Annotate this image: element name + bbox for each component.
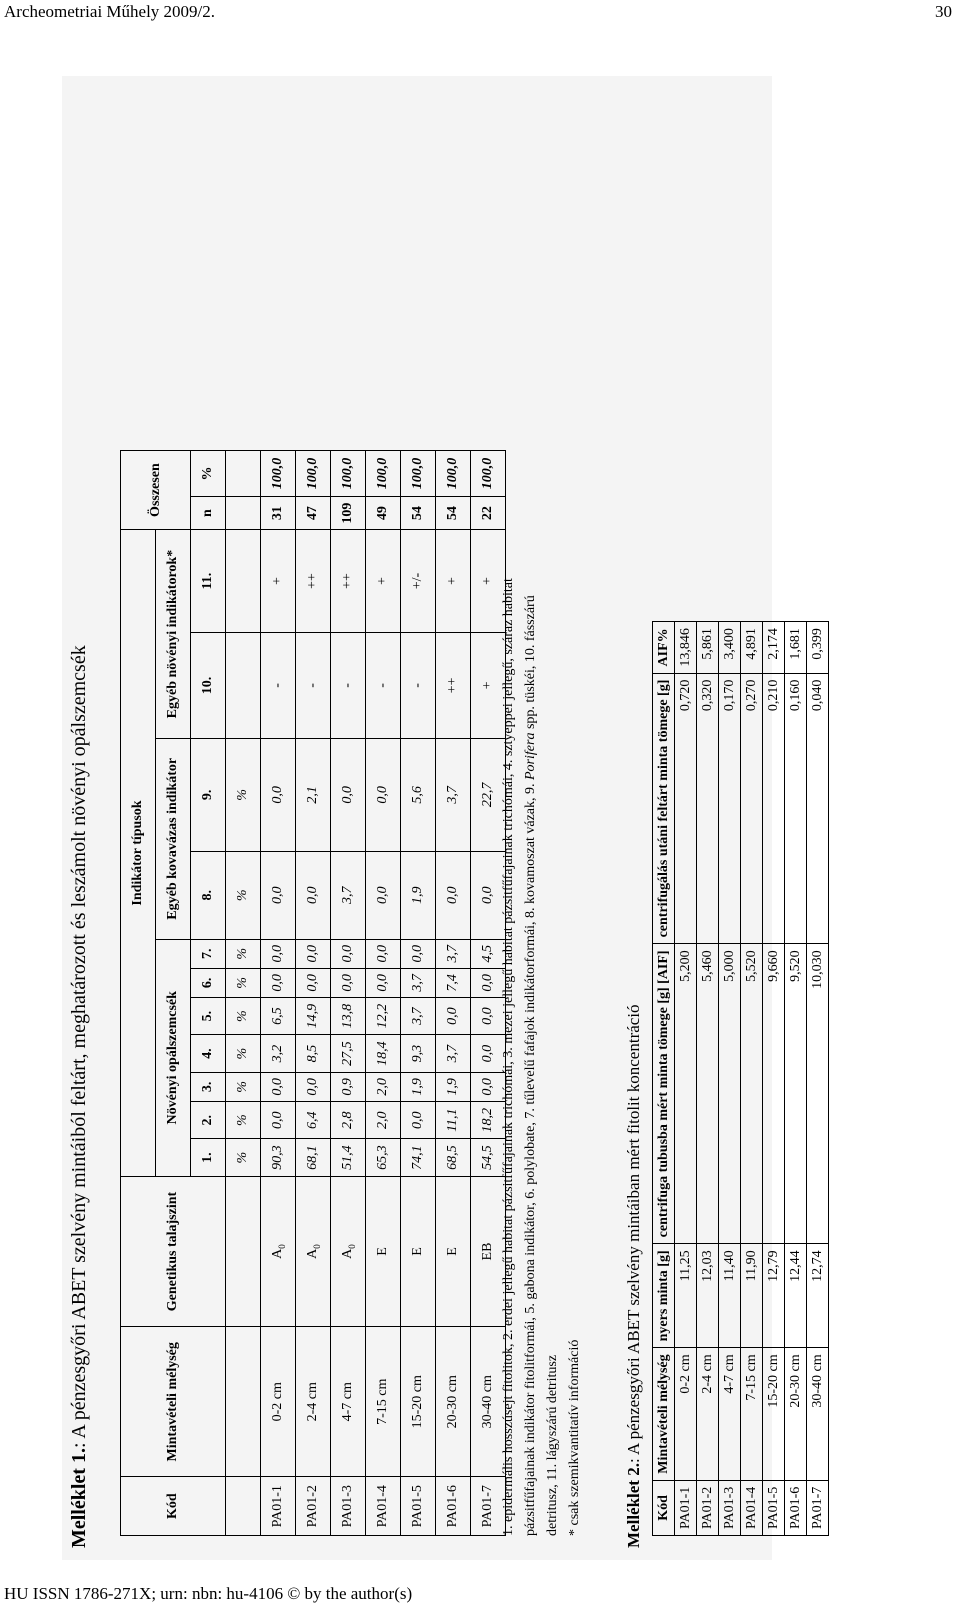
t2-cell-5: 1,681	[785, 622, 807, 674]
table-row	[807, 622, 829, 1536]
table2-title-label: Melléklet 2.	[624, 1463, 643, 1548]
soil-sub: 0	[346, 1244, 357, 1249]
table-row	[296, 451, 331, 1536]
table-row	[401, 451, 436, 1536]
cell-value-5: 12,2	[366, 997, 401, 1034]
cell-value-3: 0,0	[471, 1072, 506, 1101]
t2-cell-3: 5,000	[719, 944, 741, 1244]
soil-main: EB	[480, 1242, 495, 1261]
cell-value-4: 18,4	[366, 1035, 401, 1072]
soil-main: E	[410, 1247, 425, 1256]
cell-value-4: 3,7	[436, 1035, 471, 1072]
t2-header-5: AIF%	[653, 622, 675, 674]
cell-value-9: 5,6	[401, 738, 436, 851]
unit-pct-8: %	[226, 851, 261, 939]
cell-value-7: 0,0	[261, 939, 296, 968]
cell-value-6: 0,0	[331, 968, 366, 997]
t2-cell-1: 7-15 cm	[741, 1348, 763, 1480]
table-row	[331, 451, 366, 1536]
cell-value-1: 90,3	[261, 1139, 296, 1176]
cell-total: 100,0	[296, 451, 331, 497]
t2-cell-2: 12,44	[785, 1244, 807, 1348]
cell-value-5: 13,8	[331, 997, 366, 1034]
th-total-pct: %	[191, 451, 226, 497]
cell-total: 100,0	[471, 451, 506, 497]
cell-c10: -	[261, 632, 296, 738]
t2-cell-2: 11,40	[719, 1244, 741, 1348]
unit-spacer-10	[226, 632, 261, 738]
cell-n: 22	[471, 496, 506, 529]
soil-sub: 0	[311, 1244, 322, 1249]
cell-c11: +	[261, 530, 296, 633]
cell-depth: 0-2 cm	[261, 1327, 296, 1477]
th-n: n	[191, 496, 226, 529]
unit-spacer-soil	[226, 1176, 261, 1326]
cell-soil	[366, 1176, 401, 1326]
t2-cell-5: 4,891	[741, 622, 763, 674]
cell-value-6: 0,0	[261, 968, 296, 997]
table-row	[436, 451, 471, 1536]
t2-cell-3: 5,460	[697, 944, 719, 1244]
table-row	[785, 622, 807, 1536]
table-row	[763, 622, 785, 1536]
t2-cell-5: 0,399	[807, 622, 829, 674]
t2-cell-1: 30-40 cm	[807, 1348, 829, 1480]
th-col-8: 8.	[191, 851, 226, 939]
unit-pct-3: %	[226, 1072, 261, 1101]
cell-value-4: 3,2	[261, 1035, 296, 1072]
cell-c10: -	[366, 632, 401, 738]
th-depth: Mintavételi mélység	[121, 1327, 226, 1477]
th-group-kovavazas: Egyéb kovavázas indikátor	[156, 738, 191, 939]
cell-value-7: 0,0	[366, 939, 401, 968]
cell-value-1: 68,5	[436, 1139, 471, 1176]
soil-main: A	[304, 1248, 320, 1259]
th-group-egyeb-novenyi: Egyéb növényi indikátorok*	[156, 530, 191, 739]
note-line-2	[520, 436, 542, 1536]
t2-cell-2: 12,74	[807, 1244, 829, 1348]
soil-main: E	[445, 1247, 460, 1256]
cell-n: 49	[366, 496, 401, 529]
t2-cell-4: 0,210	[763, 673, 785, 944]
cell-value-5: 3,7	[401, 997, 436, 1034]
t2-cell-4: 0,720	[675, 673, 697, 944]
cell-kod: PA01-1	[261, 1477, 296, 1536]
cell-soil	[296, 1176, 331, 1326]
table2	[652, 621, 829, 1536]
t2-cell-0: PA01-3	[719, 1480, 741, 1535]
cell-c10: -	[296, 632, 331, 738]
t2-cell-3: 5,200	[675, 944, 697, 1244]
t2-header-3: centrifuga tubusba mért minta tömege [g] [AIF]	[653, 944, 675, 1244]
cell-c10: -	[401, 632, 436, 738]
cell-value-2: 2,0	[366, 1101, 401, 1138]
table-row	[366, 451, 401, 1536]
cell-value-8: 0,0	[471, 851, 506, 939]
t2-header-2: nyers minta [g]	[653, 1244, 675, 1348]
cell-value-5: 0,0	[471, 997, 506, 1034]
th-indicator-types: Indikátor típusok	[121, 530, 156, 1177]
t2-cell-0: PA01-1	[675, 1480, 697, 1535]
cell-value-6: 0,0	[471, 968, 506, 997]
cell-c11: ++	[296, 530, 331, 633]
cell-soil	[401, 1176, 436, 1326]
table1-title	[68, 645, 91, 1548]
unit-pct-9: %	[226, 738, 261, 851]
cell-depth: 30-40 cm	[471, 1327, 506, 1477]
th-total: Összesen	[121, 451, 191, 530]
cell-soil	[331, 1176, 366, 1326]
cell-value-1: 51,4	[331, 1139, 366, 1176]
soil-sub: 0	[276, 1244, 287, 1249]
cell-kod: PA01-6	[436, 1477, 471, 1536]
cell-value-6: 7,4	[436, 968, 471, 997]
cell-n: 31	[261, 496, 296, 529]
cell-value-1: 54,5	[471, 1139, 506, 1176]
cell-value-7: 4,5	[471, 939, 506, 968]
t2-cell-2: 12,03	[697, 1244, 719, 1348]
t2-cell-1: 20-30 cm	[785, 1348, 807, 1480]
cell-value-1: 74,1	[401, 1139, 436, 1176]
cell-depth: 20-30 cm	[436, 1327, 471, 1477]
cell-value-3: 1,9	[401, 1072, 436, 1101]
cell-value-5: 6,5	[261, 997, 296, 1034]
cell-value-6: 0,0	[366, 968, 401, 997]
cell-value-4: 9,3	[401, 1035, 436, 1072]
cell-kod: PA01-2	[296, 1477, 331, 1536]
t2-cell-0: PA01-7	[807, 1480, 829, 1535]
cell-value-9: 22,7	[471, 738, 506, 851]
cell-total: 100,0	[261, 451, 296, 497]
table2-title	[624, 1004, 644, 1548]
cell-value-2: 6,4	[296, 1101, 331, 1138]
cell-value-1: 68,1	[296, 1139, 331, 1176]
t2-cell-4: 0,040	[807, 673, 829, 944]
note-porifera: Porifera	[523, 732, 538, 780]
cell-c10: -	[331, 632, 366, 738]
unit-pct-1: %	[226, 1139, 261, 1176]
cell-value-9: 2,1	[296, 738, 331, 851]
cell-depth: 7-15 cm	[366, 1327, 401, 1477]
cell-value-5: 0,0	[436, 997, 471, 1034]
table-row	[719, 622, 741, 1536]
unit-pct-6: %	[226, 968, 261, 997]
cell-depth: 4-7 cm	[331, 1327, 366, 1477]
cell-total: 100,0	[436, 451, 471, 497]
table-row	[675, 622, 697, 1536]
t2-cell-5: 13,846	[675, 622, 697, 674]
table2-title-text: : A pénzesgyőri ABET szelvény mintáiban mért fitolit koncentráció	[624, 1004, 643, 1464]
t2-cell-3: 5,520	[741, 944, 763, 1244]
table1-title-text: : A pénzesgyőri ABET szelvény mintáiból feltárt, meghatározott és leszámolt növényi opálszemcsék	[68, 645, 90, 1449]
cell-n: 54	[401, 496, 436, 529]
cell-total: 100,0	[366, 451, 401, 497]
unit-pct-4: %	[226, 1035, 261, 1072]
note-line-2a: pázsitfűfajainak indikátor fitolitformái, 5. gabona indikátor, 6. polylobate, 7. tűlevelű fafajok indikátorformái, 8. kovamoszat vázak, 9.	[523, 783, 538, 1536]
unit-spacer-11	[226, 530, 261, 633]
cell-value-3: 0,9	[331, 1072, 366, 1101]
cell-c10: ++	[436, 632, 471, 738]
cell-value-2: 0,0	[261, 1101, 296, 1138]
cell-value-3: 2,0	[366, 1072, 401, 1101]
th-col-5: 5.	[191, 997, 226, 1034]
t2-cell-2: 11,90	[741, 1244, 763, 1348]
th-col-2: 2.	[191, 1101, 226, 1138]
unit-pct-2: %	[226, 1101, 261, 1138]
unit-spacer-kod	[226, 1477, 261, 1536]
cell-value-7: 3,7	[436, 939, 471, 968]
cell-depth: 15-20 cm	[401, 1327, 436, 1477]
unit-spacer-total	[226, 451, 261, 497]
soil-main: A	[339, 1248, 355, 1259]
cell-value-8: 0,0	[296, 851, 331, 939]
th-col-6: 6.	[191, 968, 226, 997]
th-col-10: 10.	[191, 632, 226, 738]
rotated-content	[62, 76, 825, 1560]
cell-total: 100,0	[331, 451, 366, 497]
t2-cell-3: 10,030	[807, 944, 829, 1244]
soil-main: A	[269, 1248, 285, 1259]
note-line-1: 1. epidermális hosszúsejt fitolitok, 2. erdei jellegű habitat pázsitfűfajainak trichómái, 3. mezei jellegű habitat pázsitfűfajainak trichómái, 4. sztyeppei jellegű, száraz habitat	[501, 578, 516, 1536]
t2-cell-1: 4-7 cm	[719, 1348, 741, 1480]
cell-c11: +	[436, 530, 471, 633]
t2-cell-0: PA01-6	[785, 1480, 807, 1535]
cell-kod: PA01-4	[366, 1477, 401, 1536]
cell-n: 47	[296, 496, 331, 529]
journal-header: Archeometriai Műhely 2009/2.	[4, 2, 216, 21]
cell-value-9: 0,0	[331, 738, 366, 851]
cell-value-7: 0,0	[296, 939, 331, 968]
cell-value-2: 0,0	[401, 1101, 436, 1138]
cell-depth: 2-4 cm	[296, 1327, 331, 1477]
t2-cell-2: 11,25	[675, 1244, 697, 1348]
cell-value-3: 0,0	[261, 1072, 296, 1101]
t2-cell-4: 0,160	[785, 673, 807, 944]
t2-cell-0: PA01-5	[763, 1480, 785, 1535]
cell-value-3: 0,0	[296, 1072, 331, 1101]
t2-cell-0: PA01-4	[741, 1480, 763, 1535]
t2-cell-3: 9,520	[785, 944, 807, 1244]
t2-header-1: Mintavételi mélység	[653, 1348, 675, 1480]
cell-value-9: 0,0	[261, 738, 296, 851]
th-col-1: 1.	[191, 1139, 226, 1176]
th-group-novenyi: Növényi opálszemcsék	[156, 939, 191, 1176]
th-col-3: 3.	[191, 1072, 226, 1101]
table-row	[741, 622, 763, 1536]
cell-c11: ++	[331, 530, 366, 633]
page-number: 30	[935, 2, 952, 21]
cell-value-1: 65,3	[366, 1139, 401, 1176]
cell-value-4: 0,0	[471, 1035, 506, 1072]
th-col-9: 9.	[191, 738, 226, 851]
t2-cell-5: 5,861	[697, 622, 719, 674]
note-line-4: * csak szemikvantitatív információ	[567, 1339, 582, 1536]
cell-value-8: 0,0	[366, 851, 401, 939]
t2-cell-2: 12,79	[763, 1244, 785, 1348]
cell-value-5: 14,9	[296, 997, 331, 1034]
unit-pct-7: %	[226, 939, 261, 968]
t2-cell-1: 0-2 cm	[675, 1348, 697, 1480]
t2-header-4: centrifugálás utáni feltárt minta tömege [g]	[653, 673, 675, 944]
unit-pct-5: %	[226, 997, 261, 1034]
t2-cell-4: 0,270	[741, 673, 763, 944]
cell-kod: PA01-5	[401, 1477, 436, 1536]
cell-value-8: 1,9	[401, 851, 436, 939]
t2-cell-5: 3,400	[719, 622, 741, 674]
cell-n: 109	[331, 496, 366, 529]
cell-soil	[261, 1176, 296, 1326]
th-soil: Genetikus talajszint	[121, 1176, 226, 1326]
table-row	[261, 451, 296, 1536]
table-row	[697, 622, 719, 1536]
soil-main: E	[375, 1247, 390, 1256]
cell-value-2: 11,1	[436, 1101, 471, 1138]
cell-value-7: 0,0	[331, 939, 366, 968]
table1	[120, 450, 506, 1536]
t2-cell-0: PA01-2	[697, 1480, 719, 1535]
cell-c11: +/-	[401, 530, 436, 633]
table1-title-label: Melléklet 1.	[68, 1448, 90, 1548]
cell-value-4: 27,5	[331, 1035, 366, 1072]
note-line-3: detritusz, 11. lágyszárú detritusz	[545, 1354, 560, 1536]
t2-cell-3: 9,660	[763, 944, 785, 1244]
cell-value-7: 0,0	[401, 939, 436, 968]
th-col-7: 7.	[191, 939, 226, 968]
cell-value-3: 1,9	[436, 1072, 471, 1101]
t2-cell-1: 15-20 cm	[763, 1348, 785, 1480]
th-col-11: 11.	[191, 530, 226, 633]
cell-value-6: 0,0	[296, 968, 331, 997]
cell-c10: +	[471, 632, 506, 738]
unit-spacer-depth	[226, 1327, 261, 1477]
t2-cell-1: 2-4 cm	[697, 1348, 719, 1480]
th-col-4: 4.	[191, 1035, 226, 1072]
cell-c11: +	[366, 530, 401, 633]
unit-spacer-n	[226, 496, 261, 529]
footer-issn: HU ISSN 1786-271X; urn: nbn: hu-4106 © by the author(s)	[4, 1584, 413, 1603]
cell-value-8: 0,0	[436, 851, 471, 939]
cell-kod: PA01-3	[331, 1477, 366, 1536]
cell-n: 54	[436, 496, 471, 529]
cell-c11: +	[471, 530, 506, 633]
t2-cell-4: 0,170	[719, 673, 741, 944]
cell-value-8: 3,7	[331, 851, 366, 939]
cell-value-9: 3,7	[436, 738, 471, 851]
cell-value-4: 8,5	[296, 1035, 331, 1072]
t2-cell-4: 0,320	[697, 673, 719, 944]
cell-value-8: 0,0	[261, 851, 296, 939]
t2-cell-5: 2,174	[763, 622, 785, 674]
cell-value-2: 18,2	[471, 1101, 506, 1138]
note-line-2b: spp. tüskéi, 10. fásszárú	[523, 595, 538, 730]
cell-kod: PA01-7	[471, 1477, 506, 1536]
cell-value-2: 2,8	[331, 1101, 366, 1138]
table1-notes	[498, 436, 586, 1536]
cell-value-9: 0,0	[366, 738, 401, 851]
cell-value-6: 3,7	[401, 968, 436, 997]
cell-soil	[436, 1176, 471, 1326]
cell-total: 100,0	[401, 451, 436, 497]
t2-header-0: Kód	[653, 1480, 675, 1535]
th-kod: Kód	[121, 1477, 226, 1536]
